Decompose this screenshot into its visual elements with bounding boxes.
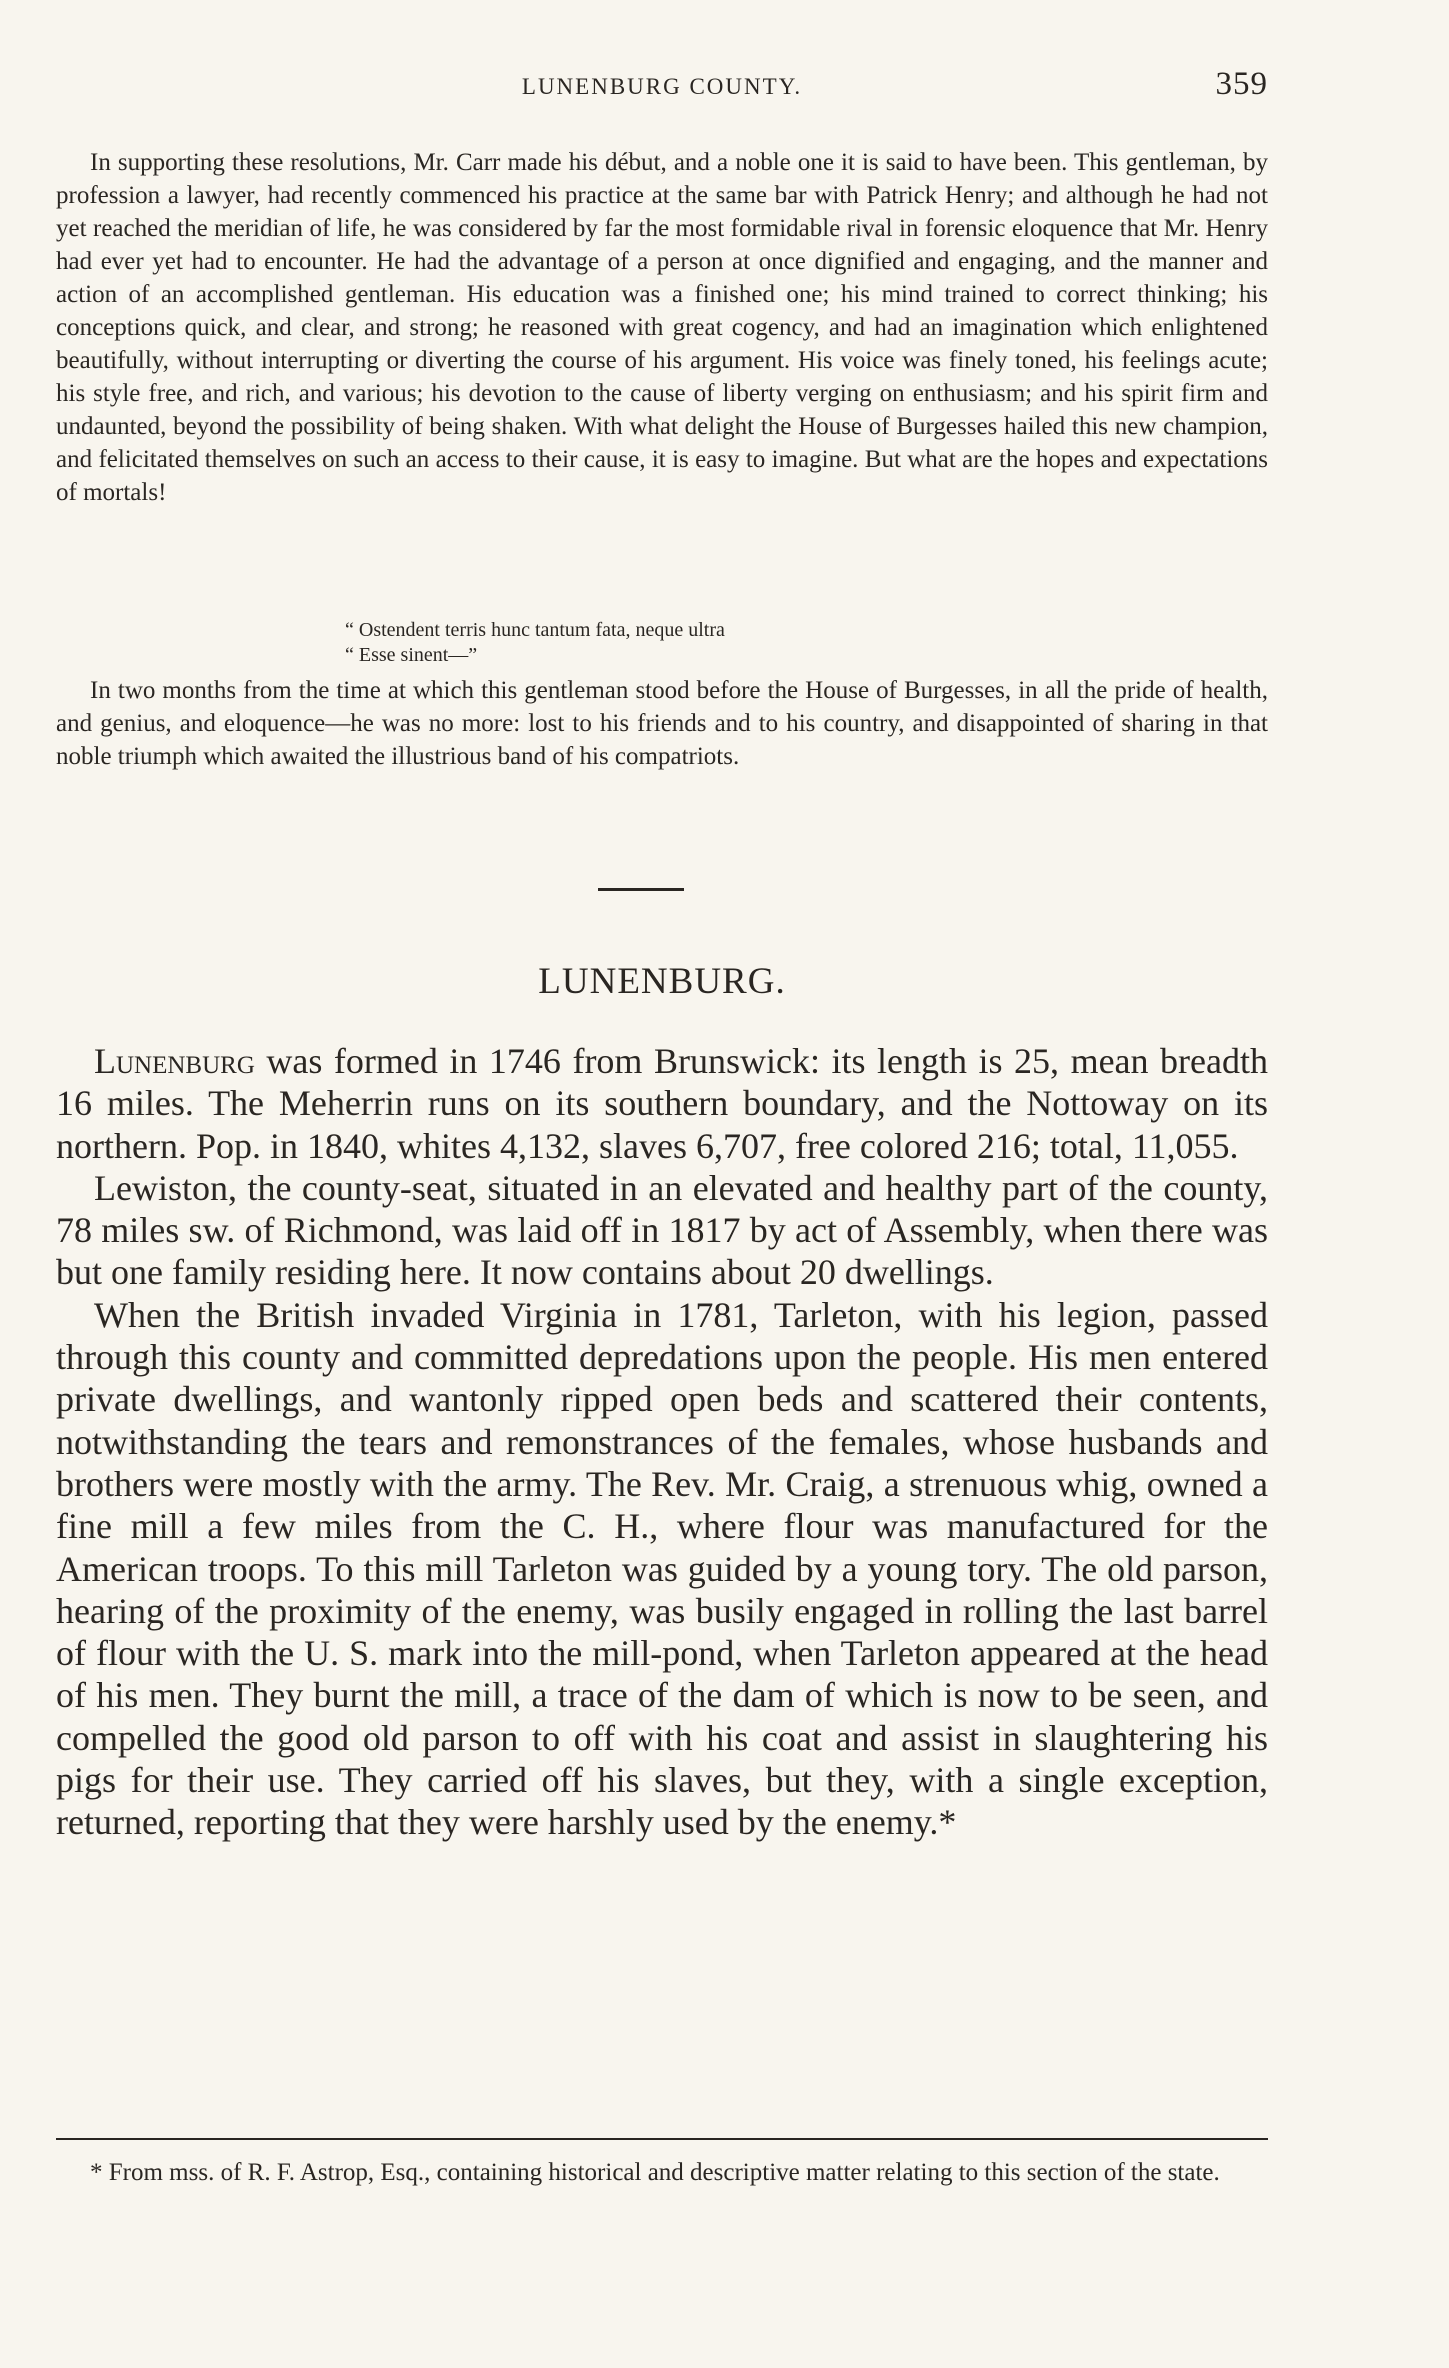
running-title: LUNENBURG COUNTY. — [521, 74, 803, 99]
carr-death-paragraph-text: In two months from the time at which this gentleman stood before the House of Burgesses, in all the pride of health, and genius, and eloquence—he was no more: lost to his friends and to his country, and disappointed of sharing in that noble triumph which awaited the illustrious band of his compatriots. — [56, 677, 1268, 770]
carr-death-paragraph — [56, 674, 1268, 773]
formation-paragraph — [56, 1040, 1268, 1167]
latin-quote-line-1: “ Ostendent terris hunc tantum fata, neque ultra — [345, 619, 725, 641]
section-heading: LUNENBURG. — [538, 961, 786, 1002]
footnote-rule — [56, 2138, 1268, 2140]
footnote-text: * From mss. of R. F. Astrop, Esq., containing historical and descriptive matter relating to this section of the state. — [90, 2159, 1220, 2186]
formation-paragraph-text: was formed in 1746 from Brunswick: its length is 25, mean breadth 16 miles. The Meherrin runs on its southern boundary, and the Nottoway on its northern. Pop. in 1840, whites 4,132, slaves 6,707, free colored 216; total, 11,055. — [56, 1041, 1268, 1166]
running-head — [56, 66, 1268, 106]
section-divider — [598, 888, 684, 891]
carr-paragraph-text: In supporting these resolutions, Mr. Carr made his début, and a noble one it is said to have been. This gentleman, by profession a lawyer, had recently commenced his practice at the same bar with Patrick Henry; and although he had not yet reached the meridian of life, he was considered by far the most formidable rival in forensic eloquence that Mr. Henry had ever yet had to encounter. He had the advantage of a person at once dignified and engaging, and the manner and action of an accomplished gentleman. His education was a finished one; his mind trained to correct thinking; his conceptions quick, and clear, and strong; he reasoned with great cogency, and had an imagination which enlightened beautifully, without interrupting or diverting the course of his argument. His voice was finely toned, his feelings acute; his style free, and rich, and various; his devotion to the cause of liberty verging on enthusiasm; and his spirit firm and undaunted, beyond the possibility of being shaken. With what delight the House of Burgesses hailed this new champion, and felicitated themselves on such an access to their cause, it is easy to imagine. But what are the hopes and expectations of mortals! — [56, 149, 1268, 506]
lead-word: Lunenburg — [94, 1041, 255, 1081]
section-body — [56, 1040, 1268, 1844]
latin-quote-line-2: “ Esse sinent—” — [345, 644, 478, 666]
carr-paragraph — [56, 146, 1268, 509]
footnote — [56, 2156, 1268, 2189]
tarleton-paragraph: When the British invaded Virginia in 1781, Tarleton, with his legion, passed through this county and committed depredations upon the people. His men entered private dwellings, and wantonly ripped open beds and scattered their contents, notwithstanding the tears and remonstrances of the females, whose husbands and brothers were mostly with the army. The Rev. Mr. Craig, a strenuous whig, owned a fine mill a few miles from the C. H., where flour was manufactured for the American troops. To this mill Tarleton was guided by a young tory. The old parson, hearing of the proximity of the enemy, was busily engaged in rolling the last barrel of flour with the U. S. mark into the mill-pond, when Tarleton appeared at the head of his men. They burnt the mill, a trace of the dam of which is now to be seen, and compelled the good old parson to off with his coat and assist in slaughtering his pigs for their use. They carried off his slaves, but they, with a single exception, returned, reporting that they were harshly used by the enemy.* — [56, 1294, 1268, 1843]
lewiston-paragraph: Lewiston, the county-seat, situated in an elevated and healthy part of the county, 78 miles sw. of Richmond, was laid off in 1817 by act of Assembly, when there was but one family residing here. It now contains about 20 dwellings. — [56, 1167, 1268, 1293]
latin-quote — [345, 618, 725, 668]
page-number: 359 — [1215, 66, 1268, 102]
